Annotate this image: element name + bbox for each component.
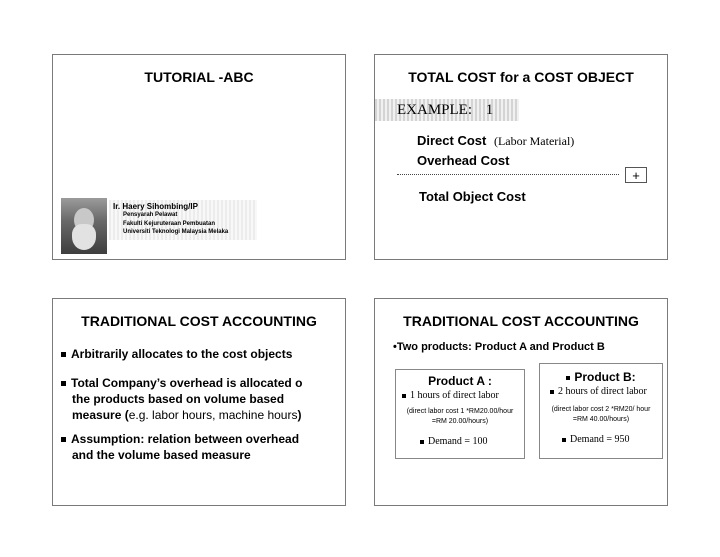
example-label (397, 102, 493, 119)
author-faculty: Fakulti Kejuruteraan Pembuatan (123, 221, 216, 227)
bullet-text-line2: and the volume based measure (72, 448, 251, 462)
bullet-arbitrary (61, 347, 292, 361)
product-b-cost-line1: (direct labor cost 2 *RM20/ hour (551, 406, 651, 413)
plus-sign: + (625, 167, 647, 183)
total-object-cost: Total Object Cost (419, 189, 526, 204)
square-bullet-icon (566, 376, 570, 380)
square-bullet-icon (420, 440, 424, 444)
product-b-name-line (540, 370, 662, 384)
product-a-cost-line2: =RM 20.00/hours) (431, 418, 489, 425)
slide-tutorial-abc (52, 54, 346, 260)
square-bullet-icon (550, 390, 554, 394)
product-b-name: Product B: (574, 370, 636, 384)
product-a-box (395, 369, 525, 459)
author-photo (61, 198, 107, 254)
product-a-hours-text: 1 hours of direct labor (410, 390, 499, 401)
slide-title: TRADITIONAL COST ACCOUNTING (81, 313, 317, 329)
author-name: Ir. Haery Sihombing/IP (113, 202, 198, 211)
product-b-hours-text: 2 hours of direct labor (558, 386, 647, 397)
product-a-demand (420, 436, 488, 447)
product-a-cost-line1: (direct labor cost 1 *RM20.00/hour (406, 408, 514, 415)
slide-traditional-cost-1 (52, 298, 346, 506)
slide-traditional-cost-2 (374, 298, 668, 506)
direct-cost-note: (Labor Material) (493, 134, 575, 148)
product-b-demand (562, 434, 630, 445)
bullet-text-close: ) (297, 408, 302, 422)
slide-title: TUTORIAL -ABC (144, 69, 254, 85)
author-university: Universiti Teknologi Malaysia Melaka (123, 229, 229, 235)
slide-title: TOTAL COST for a COST OBJECT (408, 69, 634, 85)
product-a-hours (402, 390, 499, 401)
bullet-text: Total Company’s overhead is allocated o (71, 376, 303, 390)
sum-line (397, 174, 619, 175)
author-role: Pensyarah Pelawat (123, 212, 178, 218)
product-b-demand-text: Demand = 950 (570, 434, 630, 445)
example-text: EXAMPLE: (397, 102, 472, 118)
bullet-assumption (61, 431, 299, 463)
product-b-box (539, 363, 663, 459)
overhead-cost: Overhead Cost (417, 153, 510, 168)
product-a-name: Product A : (428, 374, 492, 388)
square-bullet-icon (562, 438, 566, 442)
bullet-text-normal: e.g. labor hours, machine hours (128, 408, 298, 422)
square-bullet-icon (61, 352, 66, 357)
bullet-text-bold: measure ( (72, 408, 129, 422)
slide-title: TRADITIONAL COST ACCOUNTING (403, 313, 639, 329)
bullet-overhead-allocation (61, 375, 302, 423)
square-bullet-icon (61, 381, 66, 386)
bullet-text: Arbitrarily allocates to the cost objects (71, 347, 293, 361)
direct-cost-line (417, 133, 574, 149)
square-bullet-icon (402, 394, 406, 398)
bullet-text-line3 (61, 407, 302, 423)
product-a-demand-text: Demand = 100 (428, 436, 488, 447)
slide-total-cost (374, 54, 668, 260)
product-b-cost-line2: =RM 40.00/hours) (572, 416, 630, 423)
square-bullet-icon (61, 437, 66, 442)
two-products-intro: •Two products: Product A and Product B (393, 341, 605, 353)
bullet-text-line2: the products based on volume based (72, 392, 285, 406)
direct-cost: Direct Cost (417, 133, 487, 148)
beard-shape (72, 224, 96, 250)
bullet-text: Assumption: relation between overhead (71, 432, 300, 446)
product-b-hours (550, 386, 647, 397)
example-number: 1 (485, 102, 494, 118)
